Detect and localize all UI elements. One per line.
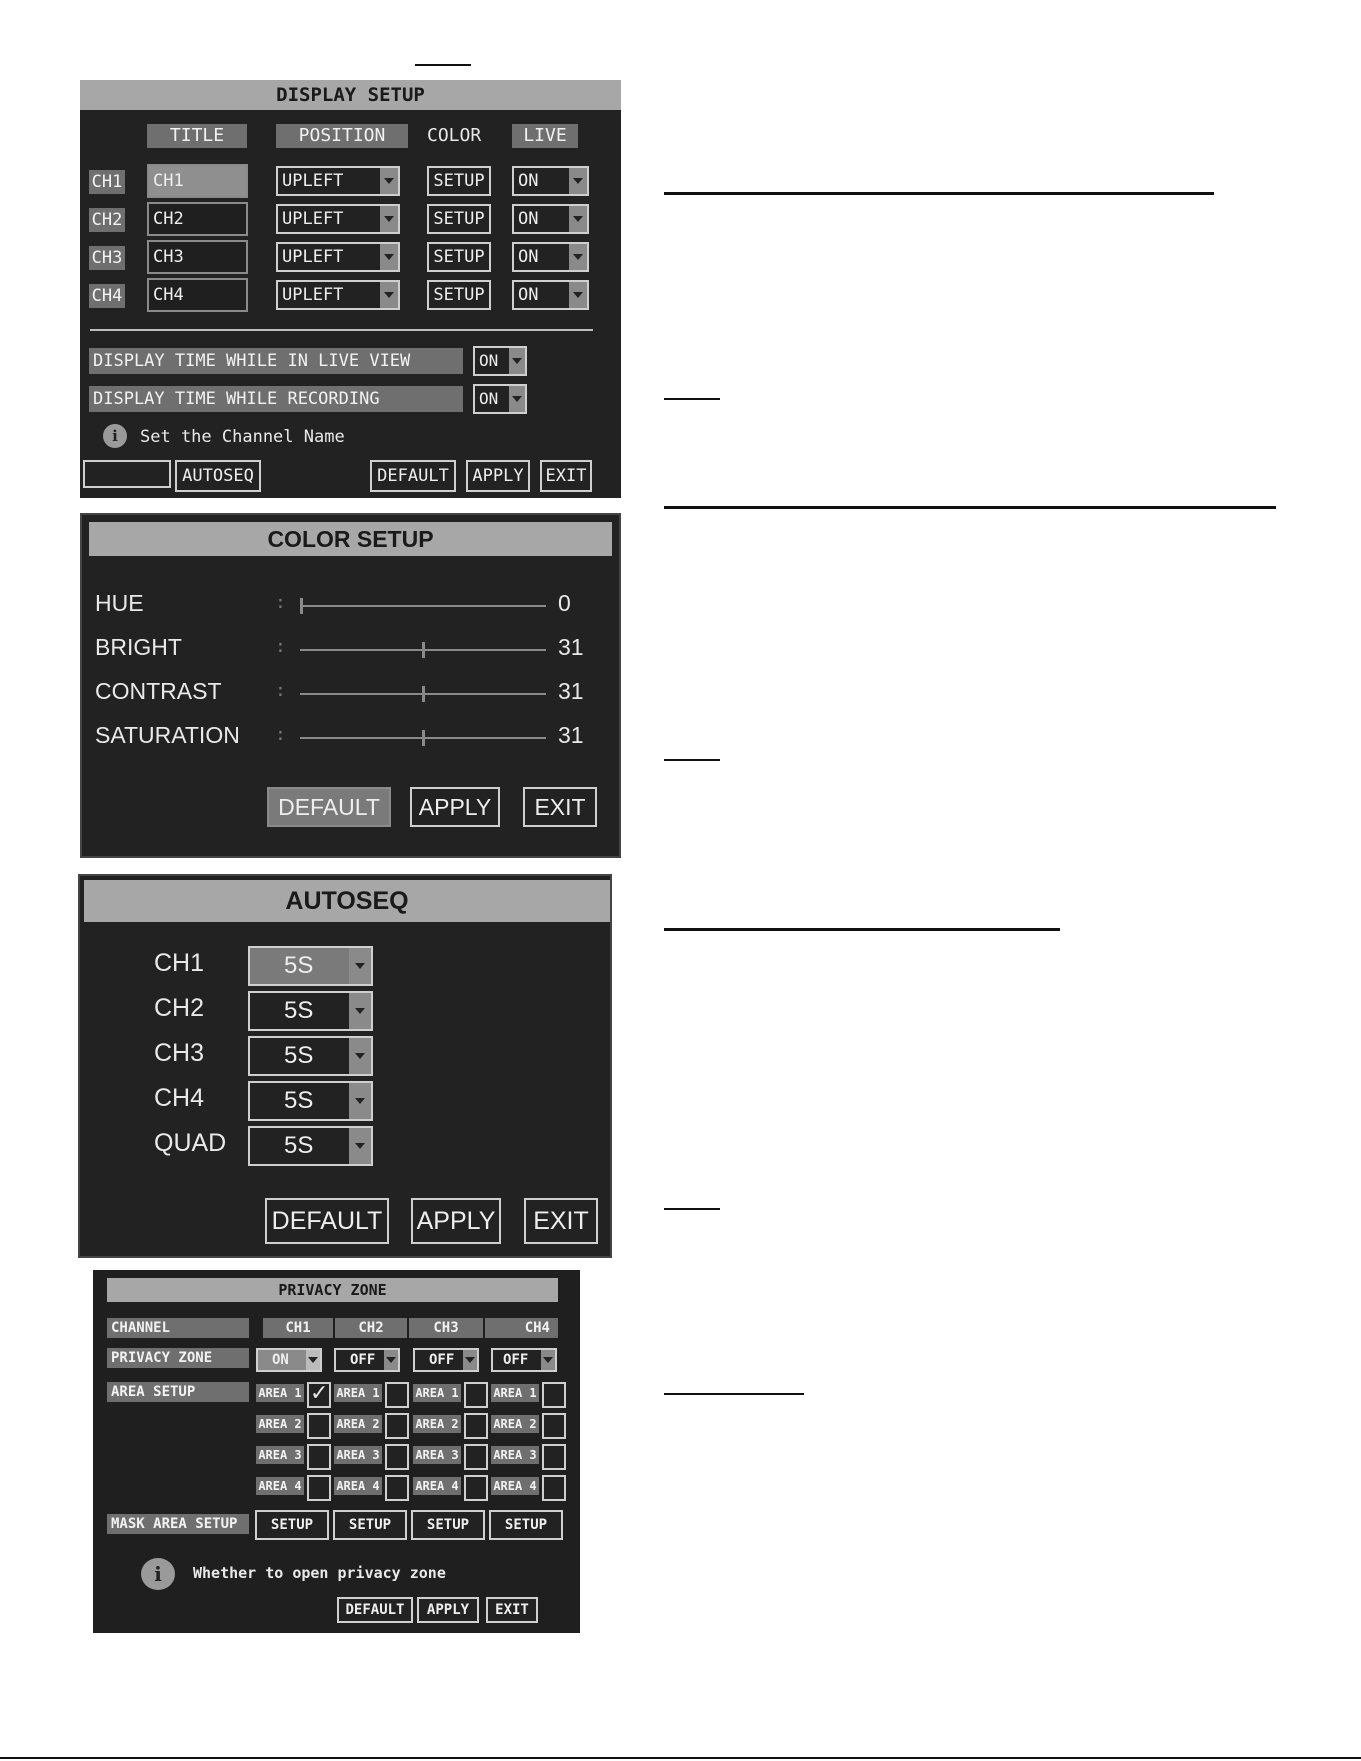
position-select[interactable] (276, 242, 400, 272)
color-setup-button[interactable]: SETUP (427, 166, 491, 196)
mask-setup-button[interactable]: SETUP (411, 1510, 485, 1540)
autoseq-title: AUTOSEQ (84, 880, 610, 922)
slider-value: 31 (558, 722, 584, 748)
position-value: UPLEFT (282, 171, 344, 191)
autoseq-row-label: CH4 (154, 1084, 205, 1112)
default-button[interactable]: DEFAULT (337, 1597, 413, 1623)
dwell-select[interactable] (248, 946, 373, 986)
exit-button[interactable]: EXIT (486, 1597, 538, 1623)
live-value: ON (518, 285, 539, 305)
apply-button[interactable]: APPLY (411, 1198, 501, 1244)
area-checkbox[interactable] (307, 1413, 331, 1439)
dwell-value: 5S (284, 1087, 314, 1114)
time-rec-select[interactable] (473, 384, 527, 414)
chevron-down-icon (509, 386, 525, 412)
color-setup-button[interactable]: SETUP (427, 280, 491, 310)
hue-slider[interactable] (300, 593, 546, 619)
live-select[interactable] (512, 280, 589, 310)
info-icon: i (103, 424, 127, 448)
area-label: AREA 1 (413, 1384, 461, 1402)
exit-button[interactable]: EXIT (540, 460, 592, 492)
time-live-value: ON (479, 351, 499, 370)
autoseq-row-label: CH3 (154, 1039, 205, 1067)
display-hint: Set the Channel Name (140, 427, 345, 447)
area-setup-label: AREA SETUP (107, 1382, 249, 1402)
color-setup-button[interactable]: SETUP (427, 242, 491, 272)
area-label: AREA 4 (334, 1477, 382, 1495)
slider-value: 31 (558, 678, 584, 704)
slider-label: HUE (95, 590, 144, 616)
heading-rule-2 (664, 506, 1276, 509)
area-label: AREA 4 (256, 1477, 304, 1495)
area-checkbox[interactable] (542, 1475, 566, 1501)
note-rule-4 (664, 1393, 804, 1395)
bright-slider[interactable] (300, 637, 546, 663)
channel-title-value: CH4 (153, 285, 184, 305)
live-select[interactable] (512, 204, 589, 234)
area-label: AREA 3 (334, 1446, 382, 1464)
color-setup-title: COLOR SETUP (89, 522, 612, 556)
apply-button[interactable]: APPLY (410, 787, 500, 827)
privacy-zone-panel (93, 1270, 580, 1633)
area-checkbox[interactable] (385, 1475, 409, 1501)
note-rule-3 (664, 1208, 720, 1210)
chevron-down-icon (349, 1038, 371, 1074)
privacy-zone-value: OFF (503, 1352, 529, 1368)
channel-header: CH3 (409, 1318, 483, 1338)
live-select[interactable] (512, 166, 589, 196)
position-value: UPLEFT (282, 247, 344, 267)
area-label: AREA 1 (334, 1384, 382, 1402)
area-checkbox[interactable] (542, 1413, 566, 1439)
chevron-down-icon (380, 168, 398, 194)
area-label: AREA 1 (256, 1384, 304, 1402)
header-position: POSITION (276, 124, 408, 148)
slider-colon: : (275, 592, 286, 613)
area-label: AREA 1 (491, 1384, 539, 1402)
heading-rule-1 (664, 192, 1214, 195)
area-checkbox[interactable] (464, 1475, 488, 1501)
channel-title-value: CH2 (153, 209, 184, 229)
apply-button[interactable]: APPLY (466, 460, 530, 492)
apply-button[interactable]: APPLY (417, 1597, 479, 1623)
default-button[interactable]: DEFAULT (265, 1198, 389, 1244)
default-button[interactable]: DEFAULT (370, 460, 456, 492)
chevron-down-icon (569, 244, 587, 270)
area-checkbox[interactable] (385, 1413, 409, 1439)
live-value: ON (518, 247, 539, 267)
area-checkbox[interactable] (307, 1444, 331, 1470)
area-checkbox[interactable] (307, 1475, 331, 1501)
channel-title-value: CH3 (153, 247, 184, 267)
autoseq-row-label: CH1 (154, 949, 205, 977)
live-value: ON (518, 209, 539, 229)
chevron-down-icon (349, 948, 371, 984)
privacy-zone-label: PRIVACY ZONE (107, 1348, 249, 1368)
live-value: ON (518, 171, 539, 191)
divider (90, 329, 593, 331)
time-live-label: DISPLAY TIME WHILE IN LIVE VIEW (89, 348, 463, 374)
chevron-down-icon (349, 1128, 371, 1164)
area-checkbox[interactable] (542, 1444, 566, 1470)
note-rule-2 (664, 759, 720, 761)
channel-label: CHANNEL (107, 1318, 249, 1338)
area-label: AREA 4 (491, 1477, 539, 1495)
live-select[interactable] (512, 242, 589, 272)
header-live: LIVE (512, 124, 578, 148)
channel-header: CH4 (485, 1318, 558, 1338)
mask-area-setup-label: MASK AREA SETUP (107, 1514, 249, 1534)
slider-thumb[interactable] (422, 686, 425, 702)
footer-rule (0, 1757, 1361, 1759)
area-checkbox[interactable] (464, 1444, 488, 1470)
chevron-down-icon (569, 282, 587, 308)
chevron-down-icon (380, 206, 398, 232)
autoseq-button[interactable]: AUTOSEQ (175, 460, 261, 492)
dwell-value: 5S (284, 1132, 314, 1159)
exit-button[interactable]: EXIT (523, 787, 597, 827)
dwell-value: 5S (284, 997, 314, 1024)
area-label: AREA 3 (491, 1446, 539, 1464)
color-setup-panel (80, 513, 621, 858)
chevron-down-icon (569, 206, 587, 232)
mask-setup-button[interactable]: SETUP (489, 1510, 563, 1540)
slider-thumb[interactable] (300, 598, 303, 614)
privacy-zone-title: PRIVACY ZONE (107, 1278, 558, 1302)
header-title: TITLE (147, 124, 247, 148)
slider-colon: : (275, 680, 286, 701)
area-checkbox[interactable] (307, 1382, 331, 1408)
area-checkbox[interactable] (464, 1382, 488, 1408)
privacy-zone-value: OFF (350, 1352, 376, 1368)
mask-setup-button[interactable]: SETUP (255, 1510, 329, 1540)
area-label: AREA 2 (256, 1415, 304, 1433)
chevron-down-icon (349, 1083, 371, 1119)
area-label: AREA 3 (413, 1446, 461, 1464)
heading-rule-3 (664, 928, 1060, 931)
channel-header: CH2 (335, 1318, 407, 1338)
chevron-down-icon (380, 282, 398, 308)
display-setup-title: DISPLAY SETUP (80, 80, 621, 110)
position-value: UPLEFT (282, 285, 344, 305)
dwell-select[interactable] (248, 1036, 373, 1076)
position-value: UPLEFT (282, 209, 344, 229)
note-rule-1 (664, 398, 720, 400)
area-checkbox[interactable] (385, 1382, 409, 1408)
channel-title-field[interactable] (147, 240, 248, 274)
chevron-down-icon (569, 168, 587, 194)
channel-title-field[interactable] (147, 202, 248, 236)
channel-title-field[interactable] (147, 278, 248, 312)
blank-box (83, 460, 171, 488)
slider-colon: : (275, 724, 286, 745)
saturation-slider[interactable] (300, 725, 546, 751)
autoseq-panel (78, 874, 612, 1258)
dwell-value: 5S (284, 952, 314, 979)
row-channel-label: CH3 (89, 246, 125, 270)
slider-thumb[interactable] (422, 642, 425, 658)
slider-value: 31 (558, 634, 584, 660)
slider-thumb[interactable] (422, 730, 425, 746)
dwell-select[interactable] (248, 1081, 373, 1121)
dwell-select[interactable] (248, 1126, 373, 1166)
slider-label: CONTRAST (95, 678, 222, 704)
area-label: AREA 4 (413, 1477, 461, 1495)
area-label: AREA 2 (491, 1415, 539, 1433)
header-color: COLOR (427, 125, 482, 146)
mask-setup-button[interactable]: SETUP (333, 1510, 407, 1540)
area-label: AREA 3 (256, 1446, 304, 1464)
chevron-down-icon (380, 244, 398, 270)
privacy-zone-value: OFF (429, 1352, 455, 1368)
time-rec-label: DISPLAY TIME WHILE RECORDING (89, 386, 463, 412)
time-live-select[interactable] (473, 346, 527, 376)
area-checkbox[interactable] (464, 1413, 488, 1439)
privacy-hint: Whether to open privacy zone (193, 1564, 446, 1582)
slider-track (300, 605, 546, 607)
time-rec-value: ON (479, 389, 499, 408)
slider-colon: : (275, 636, 286, 657)
autoseq-row-label: CH2 (154, 994, 205, 1022)
position-select[interactable] (276, 166, 400, 196)
position-select[interactable] (276, 204, 400, 234)
slider-label: SATURATION (95, 722, 240, 748)
exit-button[interactable]: EXIT (524, 1198, 598, 1244)
area-label: AREA 2 (413, 1415, 461, 1433)
autoseq-row-label: QUAD (154, 1129, 227, 1157)
channel-title-value: CH1 (153, 171, 184, 191)
top-rule (415, 64, 471, 66)
chevron-down-icon (509, 348, 525, 374)
chevron-down-icon (349, 993, 371, 1029)
row-channel-label: CH1 (89, 170, 125, 194)
area-checkbox[interactable] (542, 1382, 566, 1408)
privacy-zone-value: ON (272, 1352, 289, 1368)
info-icon: i (141, 1558, 175, 1590)
dwell-value: 5S (284, 1042, 314, 1069)
position-select[interactable] (276, 280, 400, 310)
display-setup-panel (80, 80, 621, 498)
area-checkbox[interactable] (385, 1444, 409, 1470)
row-channel-label: CH2 (89, 208, 125, 232)
contrast-slider[interactable] (300, 681, 546, 707)
color-setup-button[interactable]: SETUP (427, 204, 491, 234)
area-label: AREA 2 (334, 1415, 382, 1433)
channel-title-field[interactable] (147, 164, 248, 198)
slider-value: 0 (558, 590, 571, 616)
default-button[interactable]: DEFAULT (267, 787, 391, 827)
dwell-select[interactable] (248, 991, 373, 1031)
slider-label: BRIGHT (95, 634, 182, 660)
row-channel-label: CH4 (89, 284, 125, 308)
channel-header: CH1 (263, 1318, 333, 1338)
checkmark-icon: ✓ (310, 1381, 329, 1406)
